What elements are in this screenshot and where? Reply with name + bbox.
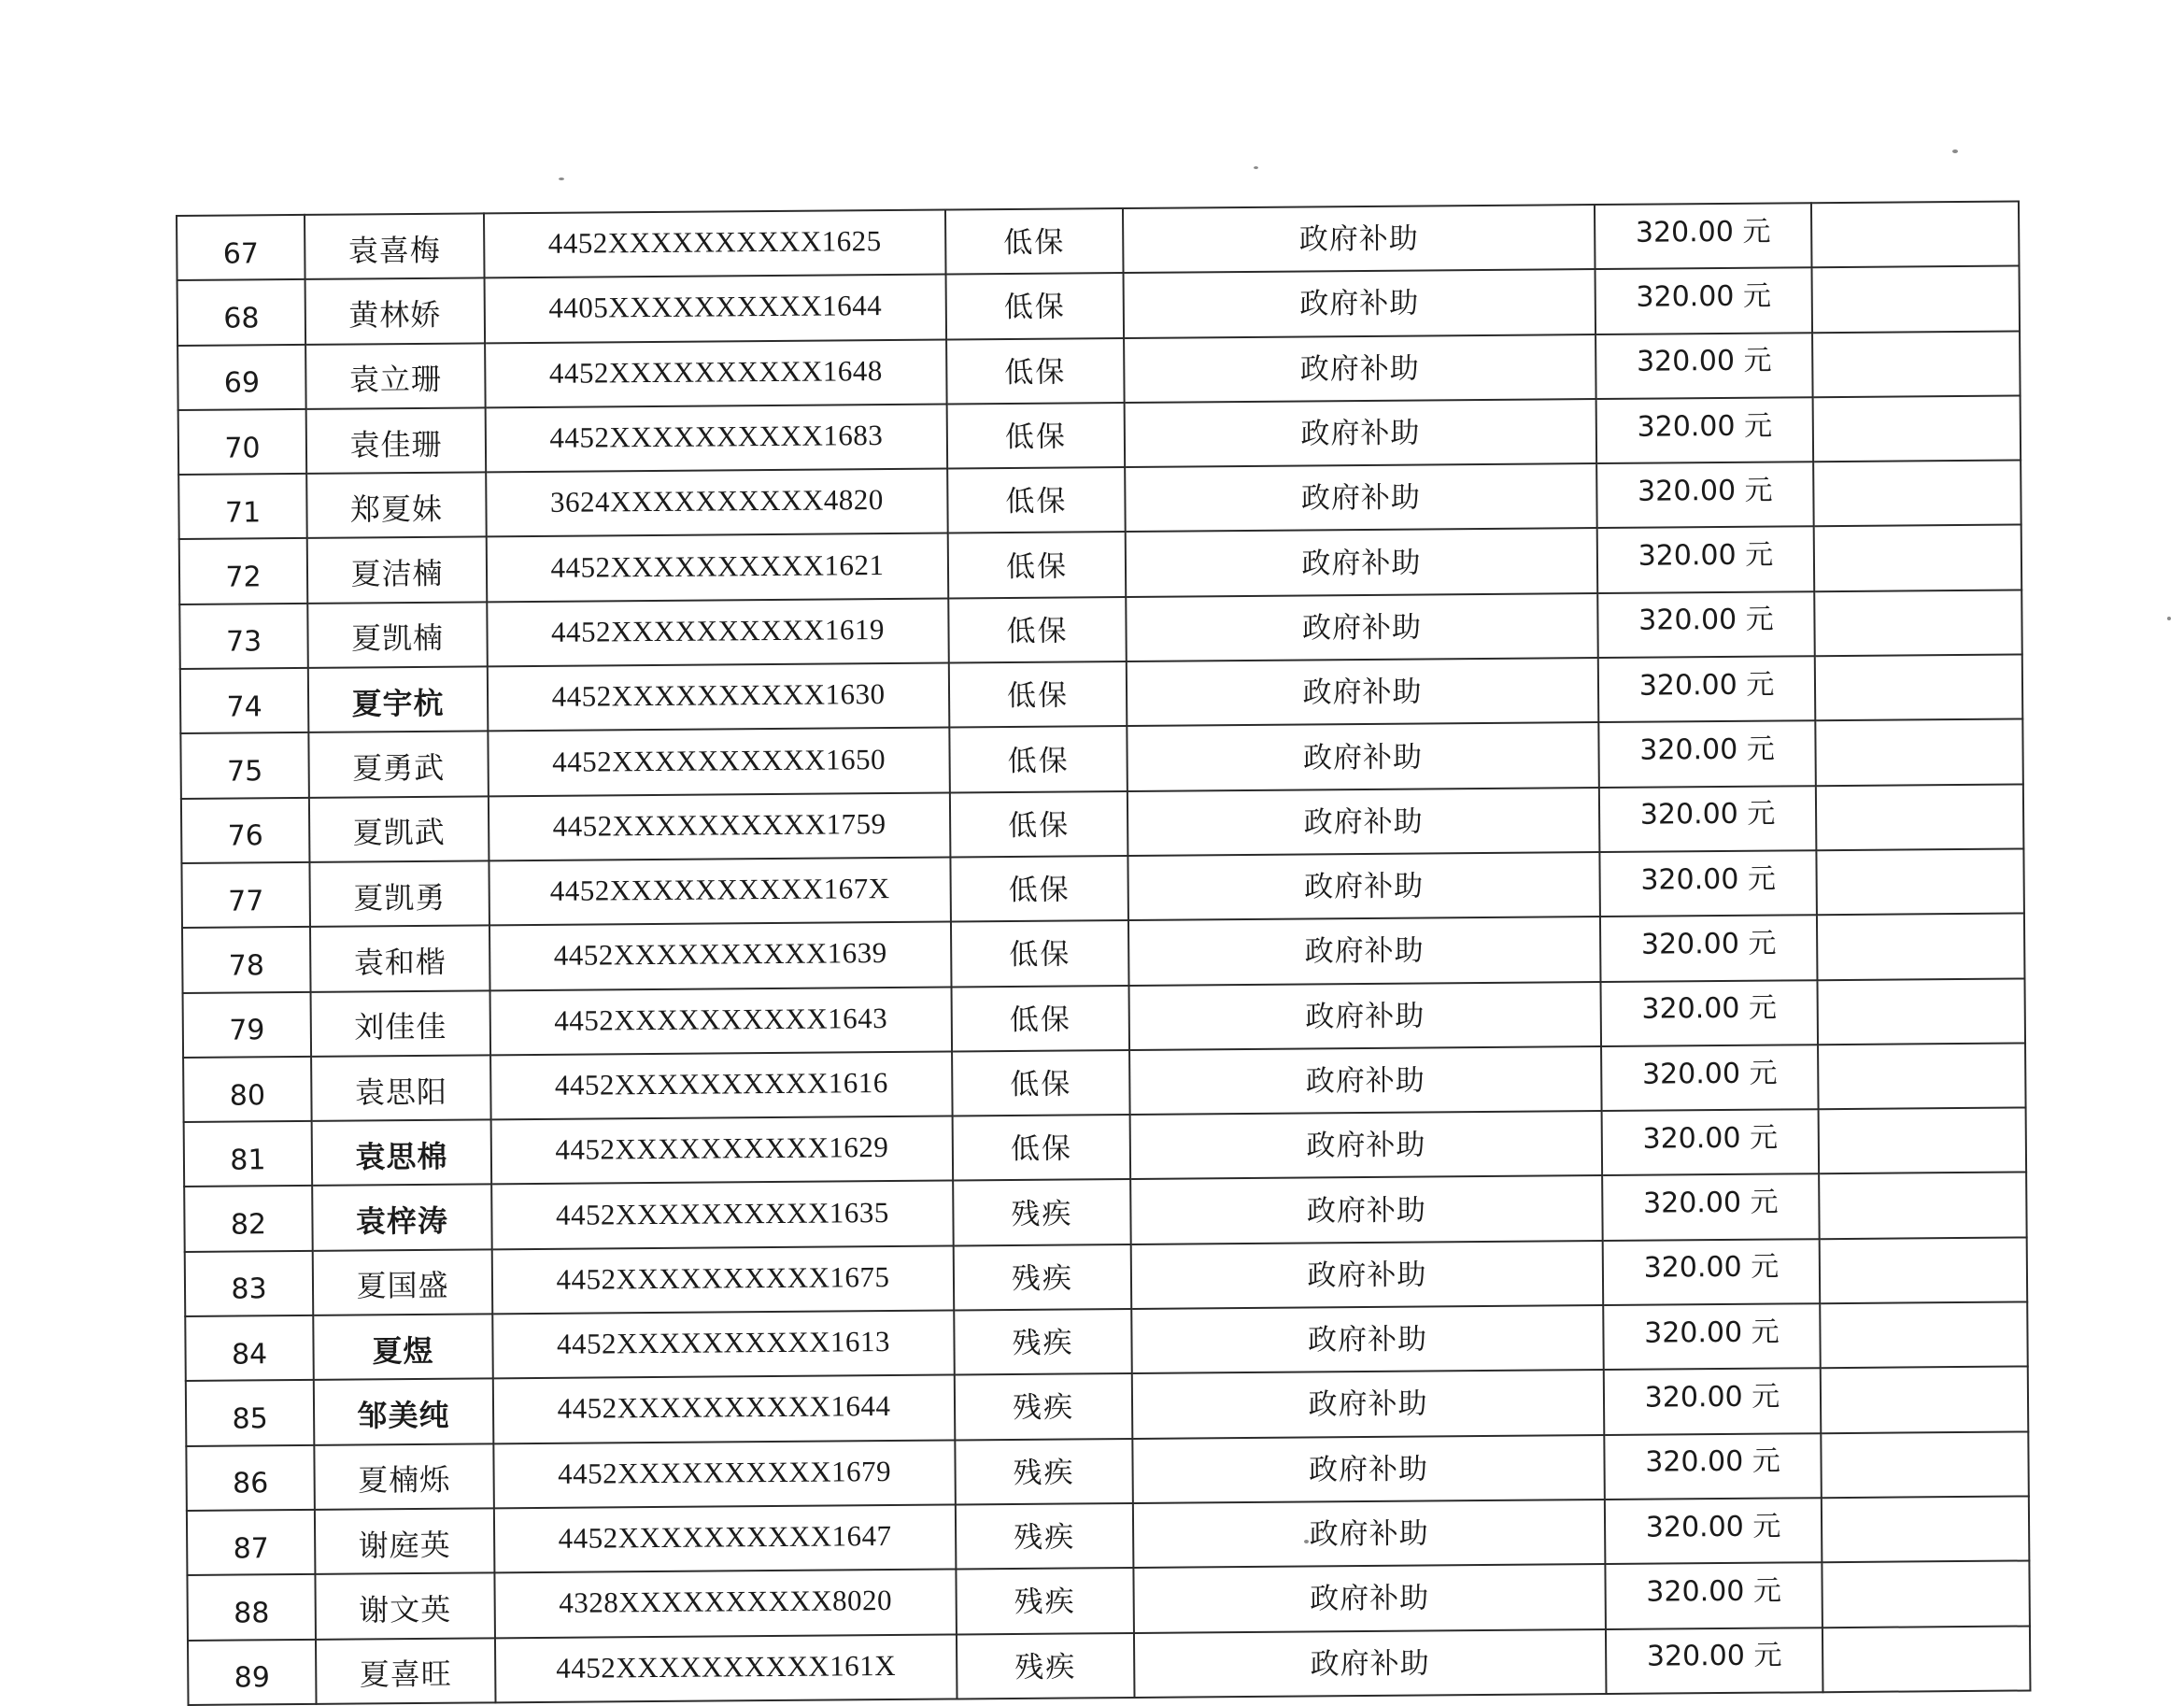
id-number-cell: 4452XXXXXXXXXX1629 [491, 1116, 954, 1185]
row-number-cell: 73 [179, 604, 308, 669]
assistance-category-cell: 残疾 [957, 1633, 1135, 1699]
remarks-cell [1821, 1367, 2029, 1433]
subsidy-amount-cell: 320.00 元 [1604, 1433, 1822, 1500]
remarks-cell [1815, 719, 2023, 786]
recipient-name-cell: 刘佳佳 [311, 990, 491, 1057]
subsidy-item-cell: 政府补助 [1126, 593, 1598, 661]
assistance-category-cell: 低保 [947, 403, 1126, 469]
id-number-cell: 4452XXXXXXXXXX1643 [490, 987, 953, 1055]
assistance-category-cell: 低保 [948, 597, 1127, 663]
assistance-category-cell: 低保 [949, 661, 1127, 728]
subsidy-amount-cell: 320.00 元 [1595, 268, 1813, 334]
row-number-cell: 86 [186, 1445, 315, 1511]
id-number-cell: 4452XXXXXXXXXX1613 [492, 1311, 955, 1379]
id-number-cell: 4452XXXXXXXXXX1621 [487, 533, 949, 602]
assistance-category-cell: 残疾 [954, 1244, 1132, 1311]
recipient-name-cell: 袁思阳 [311, 1055, 491, 1121]
row-number-cell: 76 [181, 798, 310, 863]
id-number-cell: 4452XXXXXXXXXX1625 [484, 210, 946, 278]
subsidy-amount-cell: 320.00 元 [1598, 721, 1816, 788]
remarks-cell [1821, 1431, 2029, 1498]
subsidy-amount-cell: 320.00 元 [1595, 203, 1812, 269]
row-number-cell: 88 [187, 1574, 316, 1640]
row-number-cell: 81 [184, 1121, 313, 1187]
recipient-name-cell: 袁思棉 [312, 1120, 492, 1187]
remarks-cell [1814, 590, 2022, 656]
recipient-name-cell: 夏洁楠 [307, 537, 488, 604]
recipient-name-cell: 夏国盛 [313, 1249, 493, 1315]
subsidy-item-cell: 政府补助 [1133, 1500, 1606, 1568]
subsidy-item-cell: 政府补助 [1134, 1629, 1607, 1698]
id-number-cell: 4405XXXXXXXXXX1644 [485, 275, 947, 343]
assistance-category-cell: 残疾 [954, 1309, 1132, 1375]
subsidy-item-cell: 政府补助 [1129, 982, 1602, 1050]
recipient-name-cell: 谢文英 [315, 1573, 495, 1640]
subsidy-item-cell: 政府补助 [1123, 205, 1595, 273]
subsidy-item-cell: 政府补助 [1127, 722, 1599, 790]
id-number-cell: 4452XXXXXXXXXX1630 [488, 663, 950, 732]
remarks-cell [1813, 395, 2021, 462]
recipient-name-cell: 夏楠烁 [314, 1443, 494, 1510]
recipient-name-cell: 袁喜梅 [305, 213, 485, 279]
row-number-cell: 83 [185, 1251, 314, 1316]
id-number-cell: 4452XXXXXXXXXX1619 [487, 598, 949, 666]
subsidy-amount-cell: 320.00 元 [1596, 397, 1814, 463]
beneficiary-table [176, 200, 2031, 1705]
assistance-category-cell: 残疾 [955, 1373, 1133, 1440]
assistance-category-cell: 残疾 [956, 1503, 1134, 1570]
row-number-cell: 72 [179, 538, 308, 604]
subsidy-item-cell: 政府补助 [1131, 1305, 1604, 1373]
subsidy-item-cell: 政府补助 [1130, 1175, 1603, 1244]
assistance-category-cell: 低保 [949, 726, 1127, 792]
recipient-name-cell: 郑夏妹 [306, 473, 487, 539]
recipient-name-cell: 袁立珊 [305, 343, 486, 409]
recipient-name-cell: 袁梓涛 [312, 1185, 492, 1251]
subsidy-amount-cell: 320.00 元 [1599, 786, 1817, 852]
row-number-cell: 87 [187, 1510, 316, 1575]
recipient-name-cell: 夏宇杭 [308, 666, 489, 732]
id-number-cell: 3624XXXXXXXXXX4820 [486, 469, 948, 537]
remarks-cell [1817, 914, 2025, 980]
recipient-name-cell: 夏凯楠 [307, 602, 488, 668]
subsidy-amount-cell: 320.00 元 [1605, 1562, 1822, 1628]
subsidy-item-cell: 政府补助 [1128, 917, 1601, 985]
subsidy-amount-cell: 320.00 元 [1596, 462, 1814, 528]
subsidy-item-cell: 政府补助 [1133, 1564, 1606, 1632]
subsidy-amount-cell: 320.00 元 [1603, 1303, 1821, 1370]
recipient-name-cell: 谢庭英 [315, 1508, 495, 1574]
scan-speck [559, 178, 564, 180]
table-body [177, 202, 2030, 1705]
id-number-cell: 4452XXXXXXXXXX1683 [486, 404, 948, 472]
subsidy-item-cell: 政府补助 [1125, 399, 1597, 467]
subsidy-amount-cell: 320.00 元 [1595, 333, 1813, 399]
remarks-cell [1820, 1302, 2028, 1369]
id-number-cell: 4452XXXXXXXXXX1647 [494, 1504, 957, 1572]
row-number-cell: 78 [182, 927, 311, 992]
id-number-cell: 4452XXXXXXXXXX1644 [493, 1375, 956, 1443]
subsidy-amount-cell: 320.00 元 [1598, 656, 1816, 722]
subsidy-item-cell: 政府补助 [1124, 334, 1596, 403]
assistance-category-cell: 低保 [948, 533, 1127, 599]
remarks-cell [1820, 1237, 2028, 1303]
recipient-name-cell: 黄林娇 [305, 278, 486, 345]
subsidy-item-cell: 政府补助 [1124, 269, 1596, 337]
subsidy-amount-cell: 320.00 元 [1597, 591, 1815, 658]
subsidy-amount-cell: 320.00 元 [1602, 1109, 1820, 1175]
id-number-cell: 4452XXXXXXXXXX161X [495, 1634, 957, 1702]
assistance-category-cell: 低保 [952, 986, 1130, 1052]
row-number-cell: 68 [177, 279, 306, 345]
id-number-cell: 4452XXXXXXXXXX167X [489, 857, 951, 925]
scan-speck [1254, 166, 1258, 169]
remarks-cell [1819, 1173, 2027, 1239]
subsidy-item-cell: 政府补助 [1130, 1111, 1603, 1179]
subsidy-item-cell: 政府补助 [1129, 1046, 1602, 1115]
subsidy-item-cell: 政府补助 [1132, 1435, 1605, 1503]
assistance-category-cell: 低保 [946, 338, 1125, 405]
row-number-cell: 77 [181, 862, 310, 928]
assistance-category-cell: 低保 [952, 1050, 1130, 1116]
subsidy-amount-cell: 320.00 元 [1599, 850, 1817, 917]
remarks-cell [1822, 1626, 2031, 1692]
id-number-cell: 4452XXXXXXXXXX1635 [491, 1181, 954, 1249]
row-number-cell: 74 [180, 668, 309, 733]
remarks-cell [1818, 1043, 2026, 1109]
row-number-cell: 69 [177, 345, 306, 410]
id-number-cell: 4452XXXXXXXXXX1616 [490, 1051, 953, 1119]
subsidy-item-cell: 政府补助 [1127, 788, 1600, 856]
subsidy-amount-cell: 320.00 元 [1600, 915, 1818, 981]
remarks-cell [1815, 655, 2023, 721]
subsidy-amount-cell: 320.00 元 [1602, 1174, 1820, 1241]
subsidy-amount-cell: 320.00 元 [1606, 1628, 1823, 1694]
recipient-name-cell: 夏勇武 [308, 732, 489, 798]
assistance-category-cell: 低保 [950, 791, 1128, 858]
row-number-cell: 82 [184, 1186, 313, 1251]
id-number-cell: 4452XXXXXXXXXX1679 [493, 1440, 956, 1508]
row-number-cell: 89 [188, 1639, 317, 1704]
row-number-cell: 84 [185, 1315, 314, 1381]
subsidy-amount-cell: 320.00 元 [1604, 1369, 1822, 1435]
recipient-name-cell: 邹美纯 [314, 1379, 494, 1445]
subsidy-item-cell: 政府补助 [1126, 529, 1598, 597]
row-number-cell: 79 [183, 991, 312, 1057]
subsidy-amount-cell: 320.00 元 [1603, 1239, 1821, 1305]
table-row [188, 1626, 2030, 1705]
scan-speck [2167, 617, 2171, 620]
remarks-cell [1822, 1561, 2030, 1628]
assistance-category-cell: 低保 [945, 208, 1124, 275]
id-number-cell: 4452XXXXXXXXXX1675 [492, 1245, 955, 1314]
remarks-cell [1812, 331, 2021, 397]
subsidy-item-cell: 政府补助 [1131, 1241, 1604, 1309]
id-number-cell: 4452XXXXXXXXXX1759 [489, 792, 951, 860]
subsidy-item-cell: 政府补助 [1132, 1370, 1605, 1438]
recipient-name-cell: 袁佳珊 [306, 407, 487, 474]
assistance-category-cell: 低保 [951, 920, 1129, 987]
recipient-name-cell: 袁和楷 [310, 926, 490, 992]
row-number-cell: 85 [186, 1380, 315, 1445]
assistance-category-cell: 低保 [950, 856, 1128, 922]
remarks-cell [1817, 978, 2025, 1045]
beneficiary-table-container [176, 201, 2029, 1706]
assistance-category-cell: 低保 [953, 1115, 1131, 1181]
row-number-cell: 80 [183, 1057, 312, 1122]
row-number-cell: 70 [178, 409, 307, 475]
recipient-name-cell: 夏凯武 [309, 796, 489, 862]
remarks-cell [1811, 202, 2020, 268]
id-number-cell: 4452XXXXXXXXXX1650 [488, 728, 950, 796]
subsidy-item-cell: 政府补助 [1127, 658, 1599, 726]
assistance-category-cell: 低保 [946, 273, 1125, 339]
row-number-cell: 75 [180, 732, 309, 798]
subsidy-amount-cell: 320.00 元 [1601, 1045, 1819, 1111]
assistance-category-cell: 残疾 [953, 1179, 1131, 1245]
assistance-category-cell: 低保 [947, 467, 1126, 533]
recipient-name-cell: 夏凯勇 [309, 860, 489, 927]
id-number-cell: 4452XXXXXXXXXX1648 [485, 339, 947, 407]
subsidy-amount-cell: 320.00 元 [1605, 1498, 1822, 1564]
subsidy-item-cell: 政府补助 [1127, 852, 1600, 920]
remarks-cell [1814, 525, 2022, 591]
row-number-cell: 71 [178, 474, 307, 539]
subsidy-amount-cell: 320.00 元 [1600, 980, 1818, 1046]
subsidy-item-cell: 政府补助 [1125, 463, 1597, 532]
remarks-cell [1811, 266, 2020, 333]
scan-speck [1952, 149, 1958, 153]
row-number-cell: 67 [177, 215, 305, 280]
remarks-cell [1816, 784, 2024, 850]
remarks-cell [1819, 1108, 2027, 1174]
subsidy-amount-cell: 320.00 元 [1597, 527, 1815, 593]
recipient-name-cell: 夏煜 [313, 1314, 493, 1380]
remarks-cell [1822, 1496, 2030, 1562]
remarks-cell [1813, 461, 2021, 527]
id-number-cell: 4452XXXXXXXXXX1639 [489, 922, 952, 990]
remarks-cell [1816, 848, 2024, 915]
recipient-name-cell: 夏喜旺 [316, 1638, 496, 1704]
id-number-cell: 4328XXXXXXXXXX8020 [494, 1570, 957, 1638]
assistance-category-cell: 残疾 [955, 1439, 1133, 1505]
assistance-category-cell: 残疾 [956, 1568, 1134, 1634]
